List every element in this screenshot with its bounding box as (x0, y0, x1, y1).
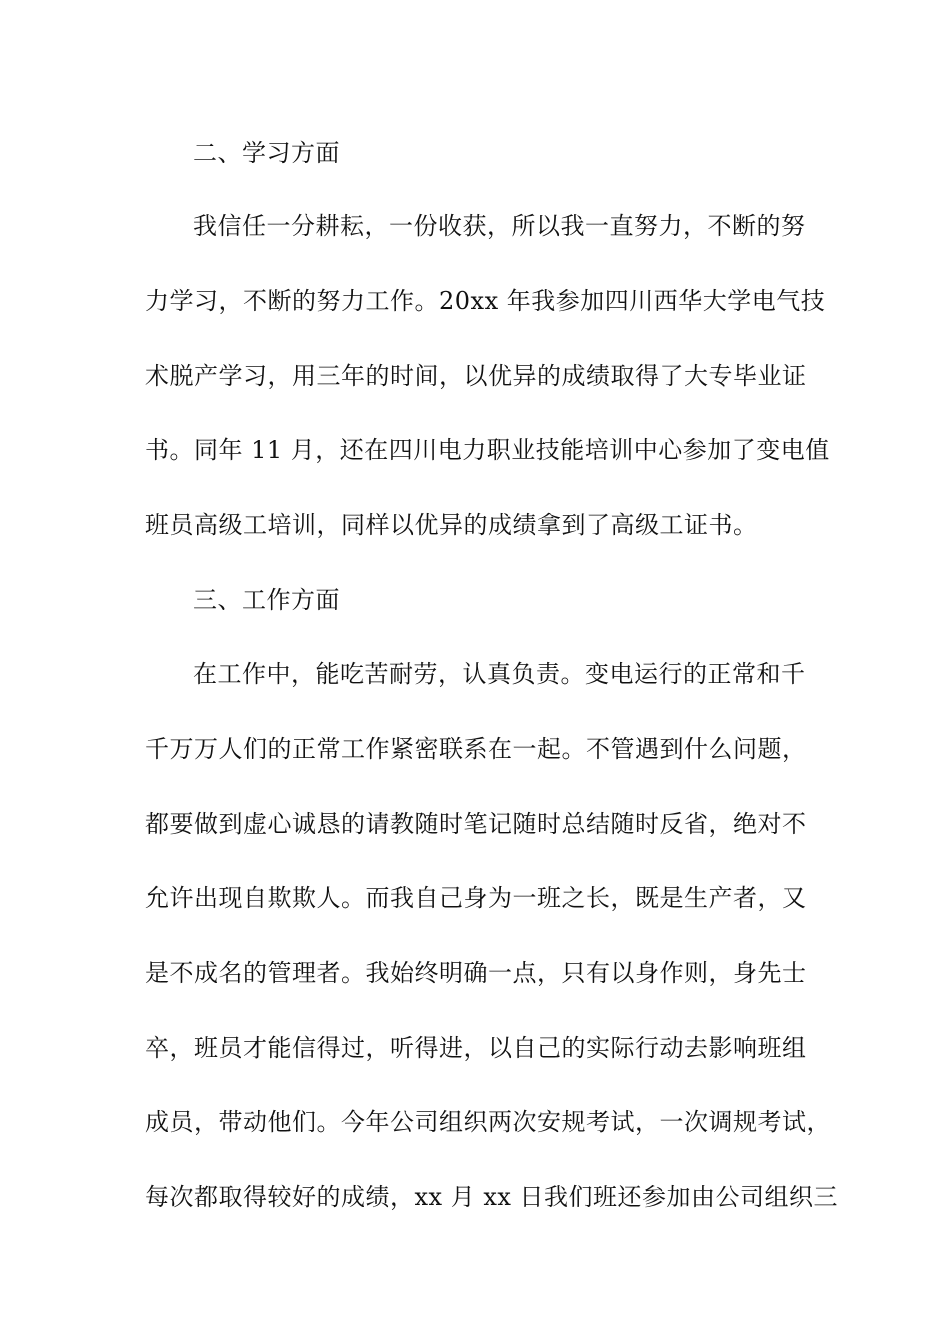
paragraph-line: 每次都取得较好的成绩，xx 月 xx 日我们班还参加由公司组织三 (145, 1183, 839, 1211)
paragraph-line: 允许出现自欺欺人。而我自己身为一班之长，既是生产者，又 (145, 884, 807, 912)
paragraph-line: 都要做到虚心诚恳的请教随时笔记随时总结随时反省，绝对不 (145, 810, 807, 838)
paragraph-line: 千万万人们的正常工作紧密联系在一起。不管遇到什么问题， (145, 735, 807, 763)
paragraph-line: 是不成名的管理者。我始终明确一点，只有以身作则，身先士 (145, 959, 807, 987)
paragraph-line: 术脱产学习，用三年的时间，以优异的成绩取得了大专毕业证 (145, 362, 807, 390)
paragraph-line: 我信任一分耕耘，一份收获，所以我一直努力，不断的努 (193, 212, 806, 240)
paragraph-line: 书。同年 11 月，还在四川电力职业技能培训中心参加了变电值 (145, 436, 830, 464)
paragraph-line: 成员，带动他们。今年公司组织两次安规考试，一次调规考试， (145, 1108, 831, 1136)
paragraph-line: 在工作中，能吃苦耐劳，认真负责。变电运行的正常和千 (193, 660, 806, 688)
paragraph-line: 卒，班员才能信得过，听得进，以自己的实际行动去影响班组 (145, 1034, 807, 1062)
paragraph-line: 班员高级工培训，同样以优异的成绩拿到了高级工证书。 (145, 511, 758, 539)
section-heading-work: 三、工作方面 (193, 586, 340, 614)
paragraph-line: 力学习，不断的努力工作。20xx 年我参加四川西华大学电气技 (145, 287, 826, 315)
section-heading-study: 二、学习方面 (193, 139, 340, 167)
